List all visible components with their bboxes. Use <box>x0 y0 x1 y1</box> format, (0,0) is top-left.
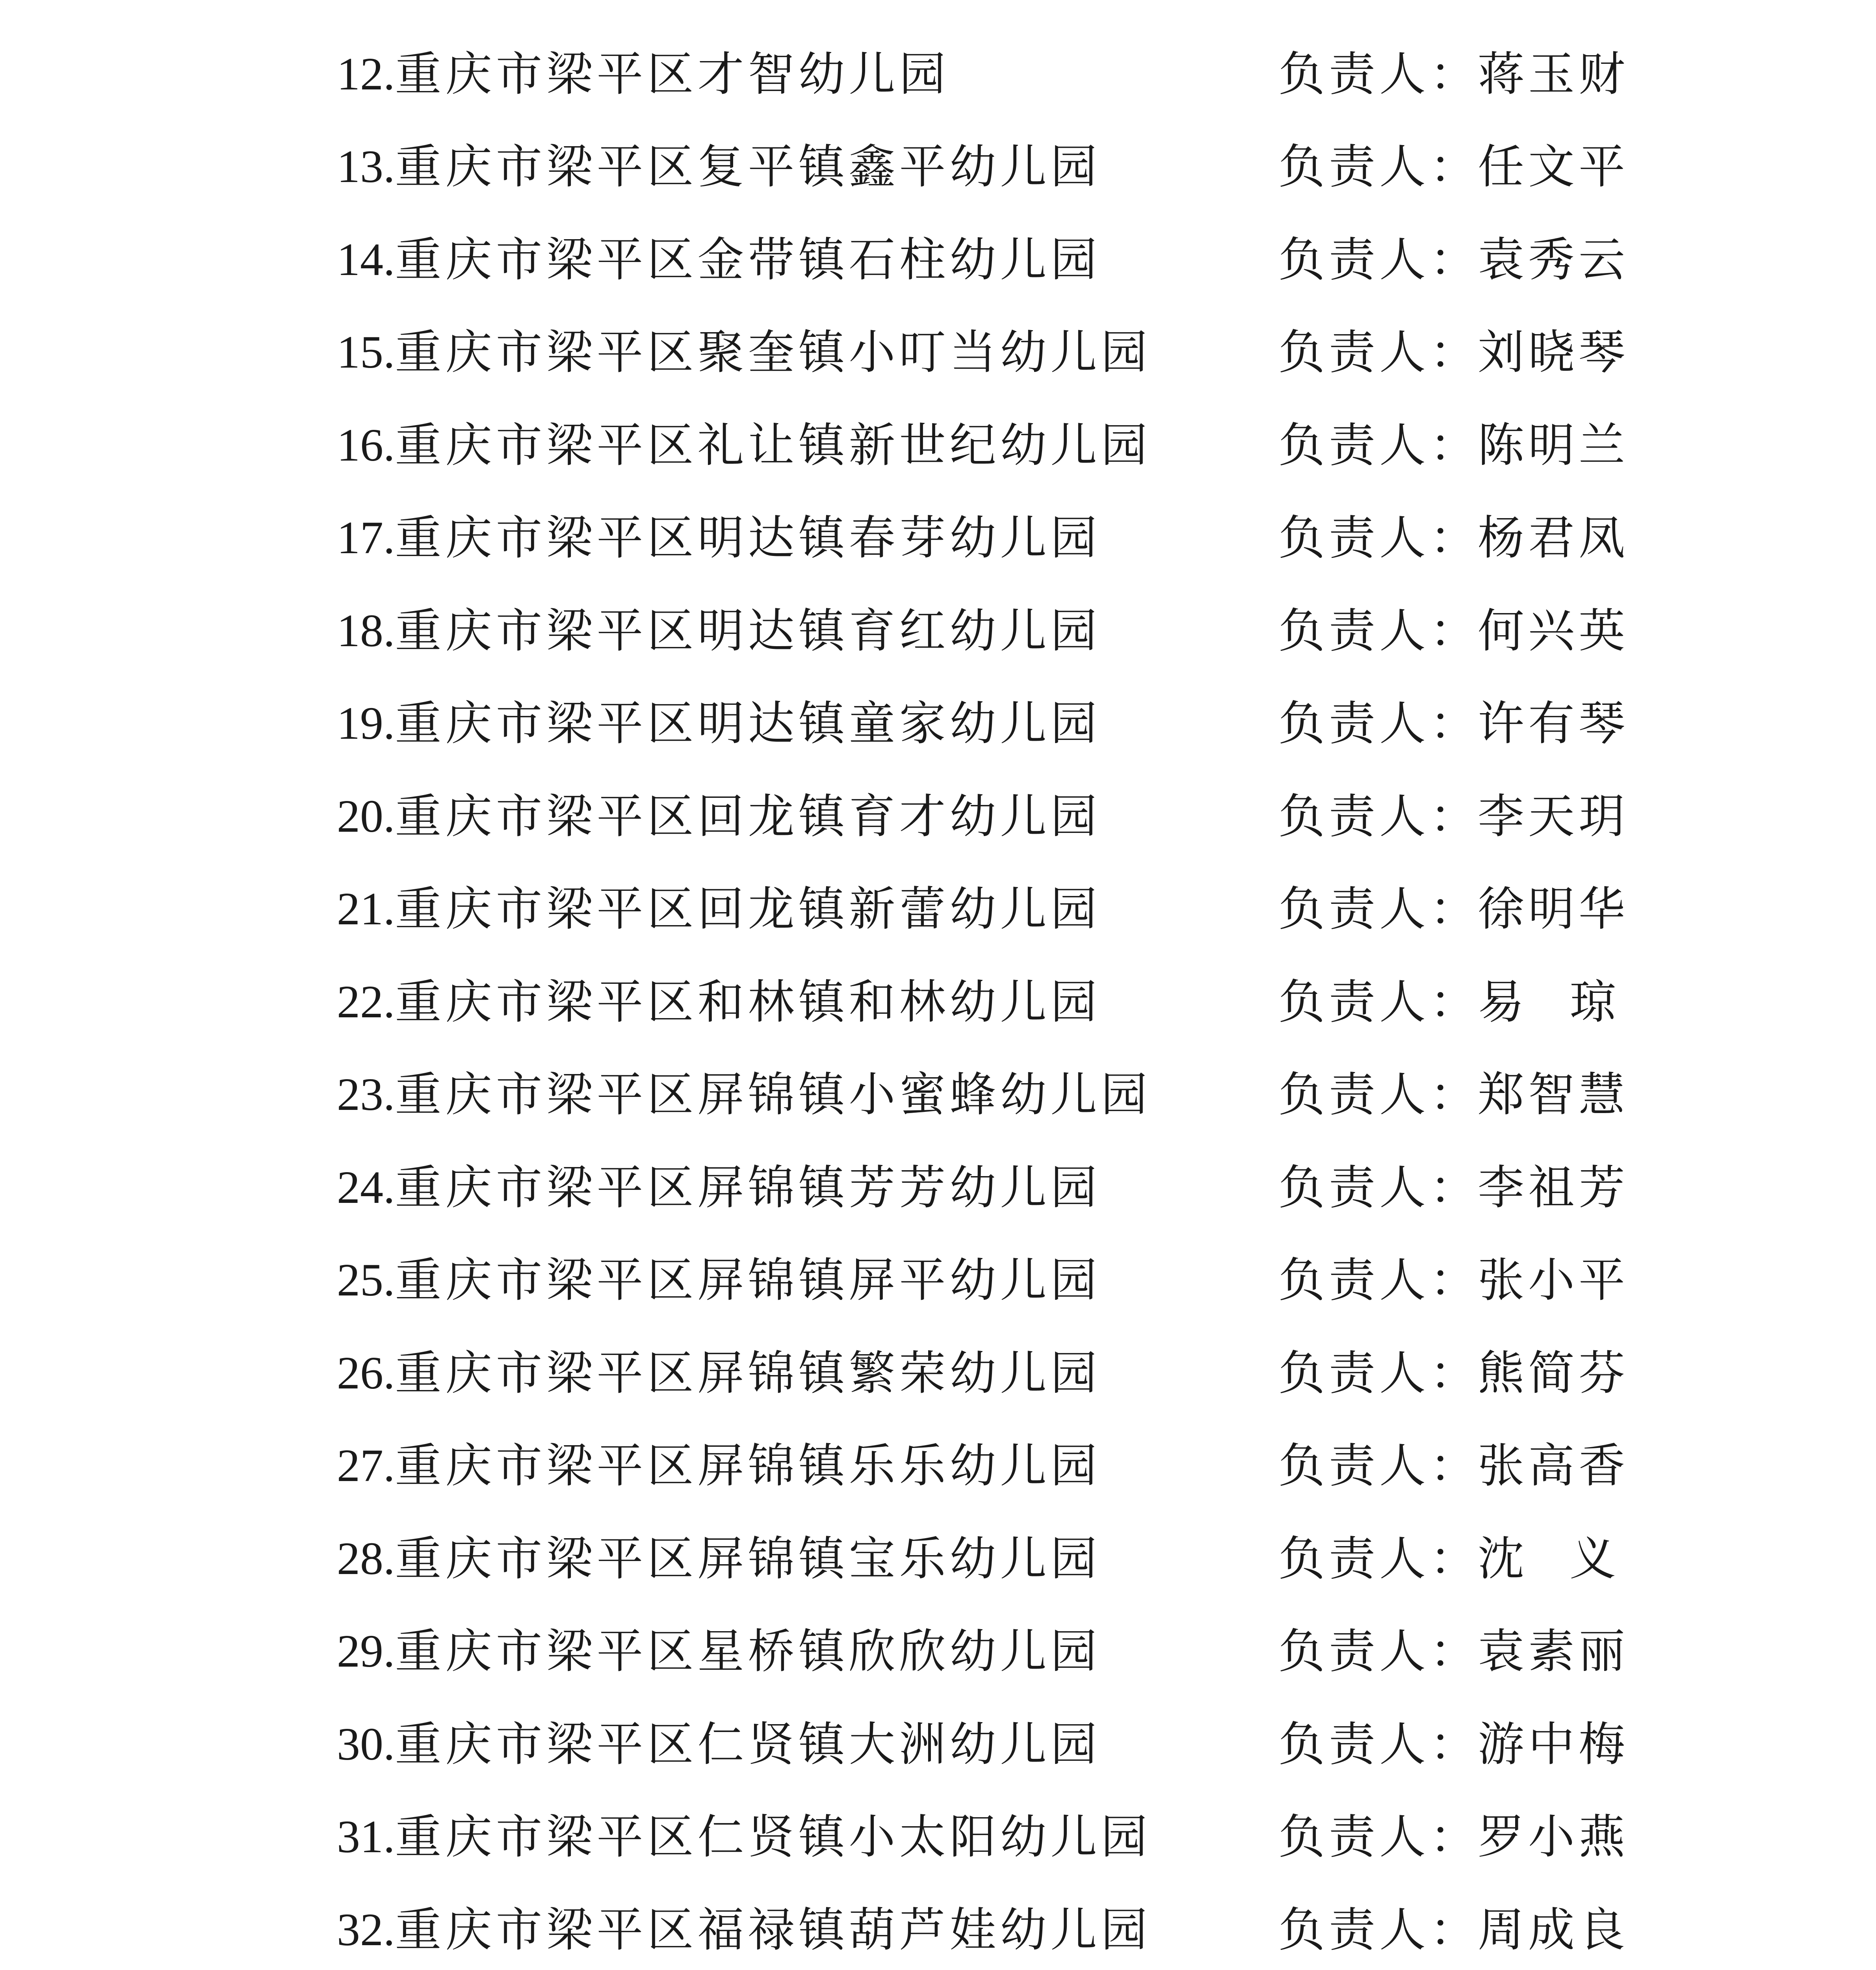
list-item <box>337 1048 1629 1141</box>
person-name: 袁素丽 <box>1478 1624 1629 1679</box>
responsible-label: 负责人 <box>1278 1160 1430 1215</box>
responsible-label: 负责人 <box>1278 46 1430 101</box>
responsible-label: 负责人 <box>1278 882 1430 937</box>
item-number: 20. <box>337 790 395 842</box>
responsible-label: 负责人 <box>1278 1531 1430 1586</box>
responsible-person <box>1278 882 1629 937</box>
person-name: 熊简芬 <box>1478 1346 1629 1400</box>
kindergarten-name: 重庆市梁平区明达镇育红幼儿园 <box>395 603 1101 658</box>
colon: ： <box>1430 1717 1477 1771</box>
kindergarten-name: 重庆市梁平区才智幼儿园 <box>395 46 950 101</box>
colon: ： <box>1430 1253 1477 1308</box>
person-name: 袁秀云 <box>1478 232 1629 287</box>
responsible-person <box>1278 974 1662 1029</box>
list-item <box>337 770 1629 863</box>
responsible-label: 负责人 <box>1278 1624 1430 1679</box>
person-name: 张小平 <box>1478 1253 1629 1308</box>
item-number: 13. <box>337 141 395 193</box>
kindergarten-name: 重庆市梁平区屏锦镇小蜜蜂幼儿园 <box>395 1067 1152 1122</box>
kindergarten-name: 重庆市梁平区福禄镇葫芦娃幼儿园 <box>395 1902 1152 1957</box>
responsible-person <box>1278 46 1629 101</box>
kindergarten-name: 重庆市梁平区屏锦镇芳芳幼儿园 <box>395 1160 1101 1215</box>
person-name: 游中梅 <box>1478 1717 1629 1771</box>
responsible-label: 负责人 <box>1278 1253 1430 1308</box>
responsible-person <box>1278 139 1629 194</box>
item-number: 32. <box>337 1903 395 1955</box>
item-number: 18. <box>337 604 395 656</box>
kindergarten-name: 重庆市梁平区金带镇石柱幼儿园 <box>395 232 1101 287</box>
list-item <box>337 492 1629 585</box>
responsible-person <box>1278 696 1629 751</box>
responsible-person <box>1278 1438 1629 1493</box>
colon: ： <box>1430 511 1477 565</box>
kindergarten-name: 重庆市梁平区仁贤镇小太阳幼儿园 <box>395 1810 1152 1864</box>
kindergarten-name: 重庆市梁平区屏锦镇屏平幼儿园 <box>395 1253 1101 1308</box>
person-name: 沈义 <box>1478 1531 1662 1586</box>
person-name: 何兴英 <box>1478 603 1629 658</box>
item-number: 12. <box>337 48 395 100</box>
colon: ： <box>1430 1531 1477 1586</box>
item-number: 22. <box>337 976 395 1028</box>
responsible-person <box>1278 418 1629 472</box>
item-number: 14. <box>337 233 395 285</box>
list-item <box>337 306 1629 399</box>
responsible-label: 负责人 <box>1278 789 1430 844</box>
colon: ： <box>1430 325 1477 380</box>
colon: ： <box>1430 1438 1477 1493</box>
colon: ： <box>1430 974 1477 1029</box>
responsible-label: 负责人 <box>1278 511 1430 565</box>
colon: ： <box>1430 1624 1477 1679</box>
kindergarten-name: 重庆市梁平区仁贤镇大洲幼儿园 <box>395 1717 1101 1771</box>
kindergarten-name: 重庆市梁平区星桥镇欣欣幼儿园 <box>395 1624 1101 1679</box>
list-item <box>337 955 1662 1048</box>
person-name: 陈明兰 <box>1478 418 1629 472</box>
responsible-person <box>1278 1067 1629 1122</box>
person-name: 李祖芳 <box>1478 1160 1629 1215</box>
person-name: 杨君凤 <box>1478 511 1629 565</box>
colon: ： <box>1430 418 1477 472</box>
colon: ： <box>1430 1067 1477 1122</box>
responsible-person <box>1278 1810 1629 1864</box>
person-name: 许有琴 <box>1478 696 1629 751</box>
responsible-label: 负责人 <box>1278 1717 1430 1771</box>
responsible-person <box>1278 1624 1629 1679</box>
list-item <box>337 1791 1629 1884</box>
responsible-label: 负责人 <box>1278 139 1430 194</box>
item-number: 17. <box>337 512 395 564</box>
item-number: 30. <box>337 1718 395 1770</box>
list-item <box>337 677 1629 770</box>
responsible-label: 负责人 <box>1278 1902 1430 1957</box>
colon: ： <box>1430 1810 1477 1864</box>
responsible-label: 负责人 <box>1278 696 1430 751</box>
responsible-label: 负责人 <box>1278 1346 1430 1400</box>
person-name: 罗小燕 <box>1478 1810 1629 1864</box>
colon: ： <box>1430 603 1477 658</box>
kindergarten-name: 重庆市梁平区回龙镇新蕾幼儿园 <box>395 882 1101 937</box>
responsible-person <box>1278 1902 1629 1957</box>
list-item <box>337 1512 1662 1605</box>
item-number: 23. <box>337 1069 395 1121</box>
item-number: 21. <box>337 883 395 935</box>
kindergarten-name: 重庆市梁平区复平镇鑫平幼儿园 <box>395 139 1101 194</box>
responsible-label: 负责人 <box>1278 1438 1430 1493</box>
responsible-label: 负责人 <box>1278 603 1430 658</box>
person-name: 周成良 <box>1478 1902 1629 1957</box>
kindergarten-name: 重庆市梁平区礼让镇新世纪幼儿园 <box>395 418 1152 472</box>
person-name: 任文平 <box>1478 139 1629 194</box>
person-name: 刘晓琴 <box>1478 325 1629 380</box>
kindergarten-name: 重庆市梁平区聚奎镇小叮当幼儿园 <box>395 325 1152 380</box>
person-name: 徐明华 <box>1478 882 1629 937</box>
item-number: 31. <box>337 1811 395 1863</box>
kindergarten-name: 重庆市梁平区屏锦镇宝乐幼儿园 <box>395 1531 1101 1586</box>
item-number: 24. <box>337 1161 395 1213</box>
responsible-person <box>1278 232 1629 287</box>
list-item <box>337 213 1629 306</box>
item-number: 25. <box>337 1254 395 1306</box>
responsible-person <box>1278 1531 1662 1586</box>
colon: ： <box>1430 882 1477 937</box>
responsible-person <box>1278 1346 1629 1400</box>
item-number: 19. <box>337 697 395 749</box>
responsible-person <box>1278 789 1629 844</box>
kindergarten-name: 重庆市梁平区回龙镇育才幼儿园 <box>395 789 1101 844</box>
list-item <box>337 1883 1629 1970</box>
list-item <box>337 1420 1629 1513</box>
responsible-person <box>1278 325 1629 380</box>
item-number: 15. <box>337 326 395 378</box>
list-item <box>337 399 1629 492</box>
responsible-label: 负责人 <box>1278 418 1430 472</box>
person-name: 郑智慧 <box>1478 1067 1629 1122</box>
kindergarten-list <box>337 28 1662 1970</box>
responsible-person <box>1278 1717 1629 1771</box>
item-number: 28. <box>337 1532 395 1584</box>
list-item <box>337 121 1629 214</box>
responsible-label: 负责人 <box>1278 1067 1430 1122</box>
list-item <box>337 584 1629 677</box>
colon: ： <box>1430 789 1477 844</box>
list-item <box>337 1234 1629 1327</box>
person-name: 张高香 <box>1478 1438 1629 1493</box>
kindergarten-name: 重庆市梁平区和林镇和林幼儿园 <box>395 974 1101 1029</box>
list-item <box>337 1327 1629 1420</box>
responsible-label: 负责人 <box>1278 974 1430 1029</box>
person-name: 易琼 <box>1478 974 1662 1029</box>
list-item <box>337 1141 1629 1234</box>
list-item <box>337 863 1629 956</box>
person-name: 蒋玉财 <box>1478 46 1629 101</box>
colon: ： <box>1430 1346 1477 1400</box>
colon: ： <box>1430 232 1477 287</box>
responsible-person <box>1278 1253 1629 1308</box>
kindergarten-name: 重庆市梁平区屏锦镇乐乐幼儿园 <box>395 1438 1101 1493</box>
colon: ： <box>1430 139 1477 194</box>
item-number: 27. <box>337 1440 395 1492</box>
responsible-person <box>1278 511 1629 565</box>
responsible-label: 负责人 <box>1278 325 1430 380</box>
kindergarten-name: 重庆市梁平区屏锦镇繁荣幼儿园 <box>395 1346 1101 1400</box>
item-number: 16. <box>337 419 395 471</box>
item-number: 26. <box>337 1347 395 1399</box>
responsible-label: 负责人 <box>1278 232 1430 287</box>
list-item <box>337 1605 1629 1698</box>
colon: ： <box>1430 1902 1477 1957</box>
list-item <box>337 1698 1629 1791</box>
item-number: 29. <box>337 1625 395 1677</box>
kindergarten-name: 重庆市梁平区明达镇春芽幼儿园 <box>395 511 1101 565</box>
colon: ： <box>1430 696 1477 751</box>
person-name: 李天玥 <box>1478 789 1629 844</box>
colon: ： <box>1430 46 1477 101</box>
colon: ： <box>1430 1160 1477 1215</box>
kindergarten-name: 重庆市梁平区明达镇童家幼儿园 <box>395 696 1101 751</box>
responsible-person <box>1278 1160 1629 1215</box>
responsible-label: 负责人 <box>1278 1810 1430 1864</box>
list-item <box>337 28 1629 121</box>
responsible-person <box>1278 603 1629 658</box>
